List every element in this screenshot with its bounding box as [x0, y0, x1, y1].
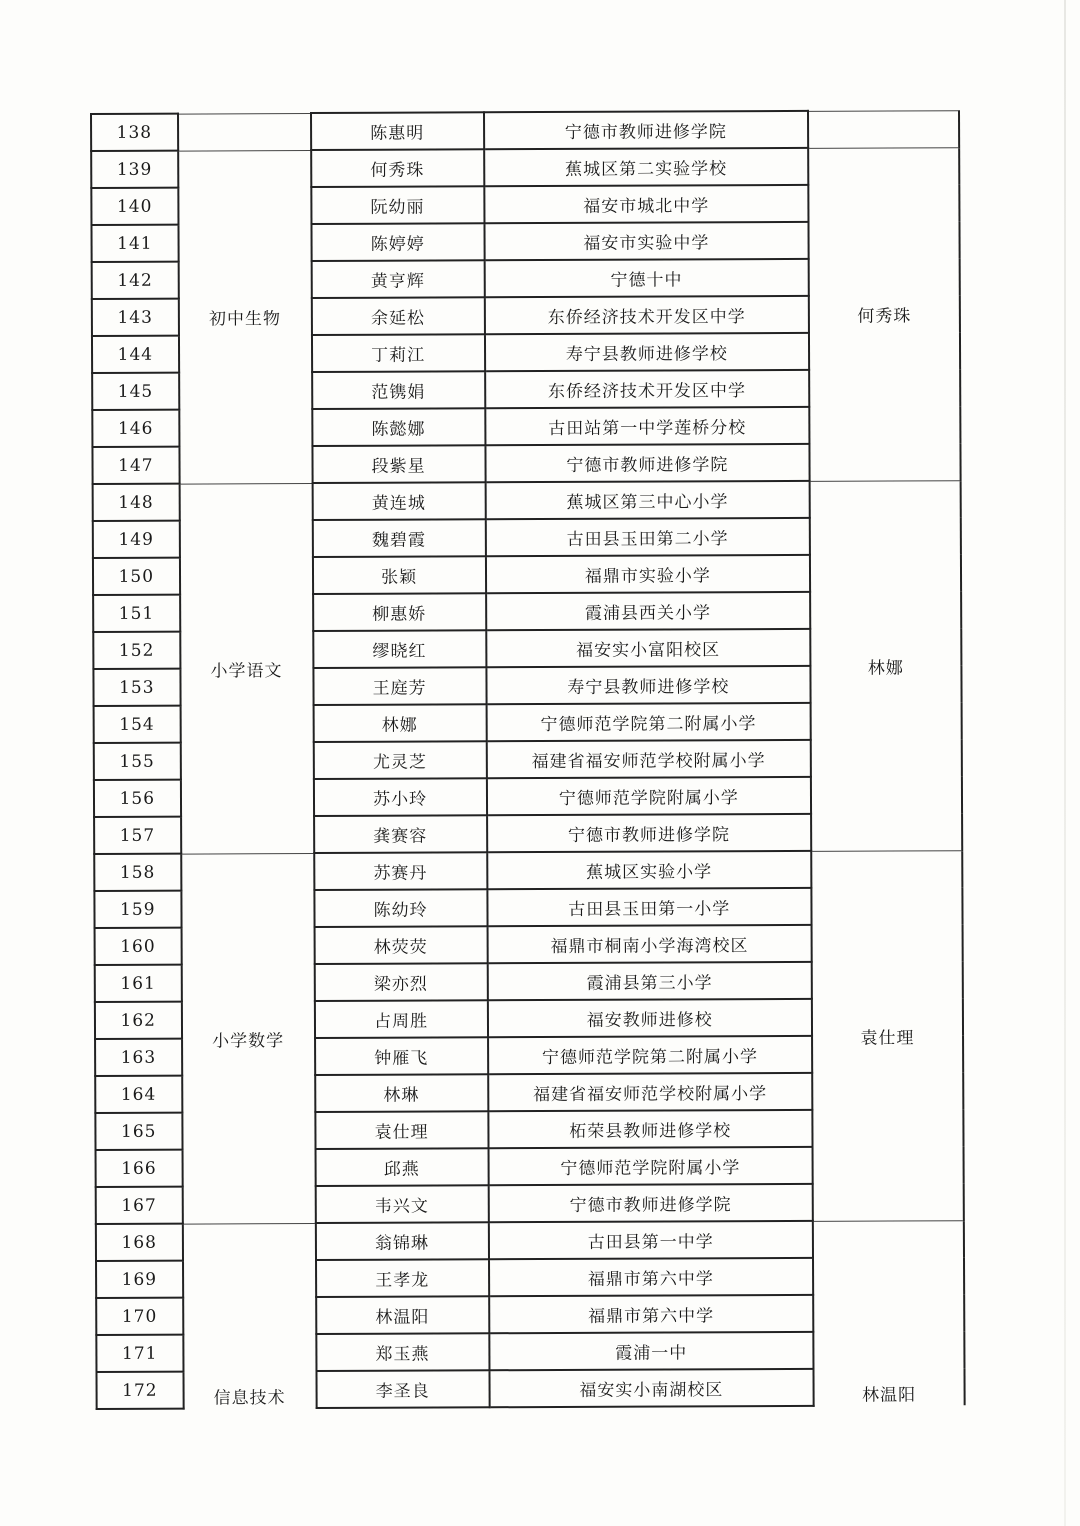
teacher-name: 缪晓红: [313, 630, 486, 668]
school-name: 宁德市教师进修学院: [488, 1184, 812, 1222]
school-name: 霞浦一中: [489, 1332, 813, 1370]
teacher-name: 苏小玲: [313, 778, 486, 816]
school-name: 柘荣县教师进修学校: [488, 1110, 812, 1148]
row-number: 169: [96, 1261, 183, 1298]
row-number: 145: [92, 373, 179, 410]
row-number: 141: [91, 225, 178, 262]
school-name: 福鼎市桐南小学海湾校区: [487, 925, 811, 963]
school-name: 宁德市教师进修学院: [484, 111, 808, 149]
school-name: 福安市城北中学: [484, 185, 808, 223]
group-leader: 何秀珠: [808, 147, 961, 481]
group-leader: 林娜: [810, 480, 963, 851]
school-name: 福安实小富阳校区: [486, 629, 810, 667]
school-name: 宁德十中: [484, 259, 808, 297]
school-name: 福建省福安师范学校附属小学: [488, 1073, 812, 1111]
school-name: 福安市实验中学: [484, 222, 808, 260]
row-number: 165: [95, 1113, 182, 1150]
school-name: 蕉城区第二实验学校: [484, 148, 808, 186]
teacher-name: 余延松: [311, 297, 484, 335]
school-name: 霞浦县第三小学: [487, 962, 811, 1000]
school-name: 福鼎市实验小学: [486, 555, 810, 593]
teacher-name: 苏赛丹: [314, 852, 487, 890]
school-name: 宁德师范学院第二附属小学: [486, 703, 810, 741]
roster-body: [91, 110, 965, 1409]
row-number: 150: [93, 558, 180, 595]
teacher-name: 林琳: [315, 1074, 488, 1112]
school-name: 福鼎市第六中学: [489, 1258, 813, 1296]
teacher-name: 林温阳: [316, 1296, 489, 1334]
teacher-name: 王孝龙: [316, 1259, 489, 1297]
school-name: 东侨经济技术开发区中学: [484, 296, 808, 334]
teacher-name: 梁亦烈: [314, 963, 487, 1001]
group-leader: [808, 110, 959, 148]
row-number: 166: [96, 1150, 183, 1187]
row-number: 171: [96, 1335, 183, 1372]
row-number: 138: [91, 114, 178, 151]
table-row: [91, 110, 959, 151]
teacher-name: 邱燕: [315, 1148, 488, 1186]
roster-table: [90, 109, 966, 1410]
table-row: [96, 1220, 964, 1261]
row-number: 154: [94, 706, 181, 743]
row-number: 140: [91, 188, 178, 225]
school-name: 宁德市教师进修学院: [487, 814, 811, 852]
subject-cell: [178, 113, 311, 151]
row-number: 162: [95, 1002, 182, 1039]
row-number: 167: [96, 1187, 183, 1224]
teacher-name: 龚赛容: [314, 815, 487, 853]
teacher-name: 钟雁飞: [315, 1037, 488, 1075]
school-name: 东侨经济技术开发区中学: [485, 370, 809, 408]
school-name: 福安实小南湖校区: [489, 1369, 813, 1407]
teacher-name: 翁锦琳: [315, 1222, 488, 1260]
teacher-name: 尤灵芝: [313, 741, 486, 779]
row-number: 142: [92, 262, 179, 299]
subject-cell: 信息技术: [182, 1223, 316, 1409]
subject-cell: 初中生物: [178, 150, 312, 484]
row-number: 170: [96, 1298, 183, 1335]
teacher-name: 段紫星: [312, 445, 485, 483]
school-name: 古田县第一中学: [489, 1221, 813, 1259]
teacher-name: 陈幼玲: [314, 889, 487, 927]
teacher-name: 郑玉燕: [316, 1333, 489, 1371]
subject-cell: 小学语文: [179, 483, 314, 854]
school-name: 古田县玉田第一小学: [487, 888, 811, 926]
table-row: [94, 850, 962, 891]
school-name: 宁德市教师进修学院: [485, 444, 809, 482]
row-number: 157: [94, 817, 181, 854]
teacher-name: 林荧荧: [314, 926, 487, 964]
row-number: 156: [94, 780, 181, 817]
row-number: 164: [95, 1076, 182, 1113]
row-number: 163: [95, 1039, 182, 1076]
table-row: [91, 147, 959, 188]
row-number: 143: [92, 299, 179, 336]
teacher-name: 陈惠明: [311, 112, 484, 150]
row-number: 144: [92, 336, 179, 373]
teacher-name: 袁仕理: [315, 1111, 488, 1149]
school-name: 寿宁县教师进修学校: [486, 666, 810, 704]
teacher-name: 张颖: [312, 556, 485, 594]
row-number: 155: [94, 743, 181, 780]
teacher-name: 林娜: [313, 704, 486, 742]
teacher-name: 陈懿娜: [312, 408, 485, 446]
teacher-name: 韦兴文: [315, 1185, 488, 1223]
row-number: 160: [95, 928, 182, 965]
school-name: 古田站第一中学莲桥分校: [485, 407, 809, 445]
teacher-name: 黄亨辉: [311, 260, 484, 298]
school-name: 福安教师进修校: [488, 999, 812, 1037]
row-number: 152: [93, 632, 180, 669]
school-name: 福建省福安师范学校附属小学: [486, 740, 810, 778]
row-number: 159: [94, 891, 181, 928]
teacher-name: 魏碧霞: [312, 519, 485, 557]
page-edge: [1064, 0, 1066, 1526]
teacher-name: 柳惠娇: [313, 593, 486, 631]
school-name: 寿宁县教师进修学校: [485, 333, 809, 371]
group-leader: 袁仕理: [811, 850, 964, 1221]
teacher-name: 李圣良: [316, 1370, 489, 1408]
teacher-name: 丁莉江: [311, 334, 484, 372]
school-name: 蕉城区实验小学: [487, 851, 811, 889]
row-number: 161: [95, 965, 182, 1002]
row-number: 139: [91, 151, 178, 188]
school-name: 霞浦县西关小学: [486, 592, 810, 630]
row-number: 148: [93, 484, 180, 521]
teacher-name: 黄连城: [312, 482, 485, 520]
teacher-name: 占周胜: [314, 1000, 487, 1038]
teacher-name: 阮幼丽: [311, 186, 484, 224]
school-name: 宁德师范学院附属小学: [487, 777, 811, 815]
school-name: 宁德师范学院附属小学: [488, 1147, 812, 1185]
teacher-name: 陈婷婷: [311, 223, 484, 261]
school-name: 福鼎市第六中学: [489, 1295, 813, 1333]
school-name: 蕉城区第三中心小学: [485, 481, 809, 519]
group-leader: 林温阳: [813, 1220, 965, 1406]
row-number: 149: [93, 521, 180, 558]
table-row: [93, 480, 961, 521]
teacher-name: 何秀珠: [311, 149, 484, 187]
school-name: 宁德师范学院第二附属小学: [488, 1036, 812, 1074]
row-number: 168: [96, 1224, 183, 1261]
row-number: 153: [93, 669, 180, 706]
row-number: 151: [93, 595, 180, 632]
school-name: 古田县玉田第二小学: [485, 518, 809, 556]
teacher-name: 范镌娟: [312, 371, 485, 409]
teacher-name: 王庭芳: [313, 667, 486, 705]
subject-cell: 小学数学: [181, 853, 316, 1224]
row-number: 158: [94, 854, 181, 891]
row-number: 146: [92, 410, 179, 447]
row-number: 147: [92, 447, 179, 484]
row-number: 172: [96, 1372, 183, 1409]
